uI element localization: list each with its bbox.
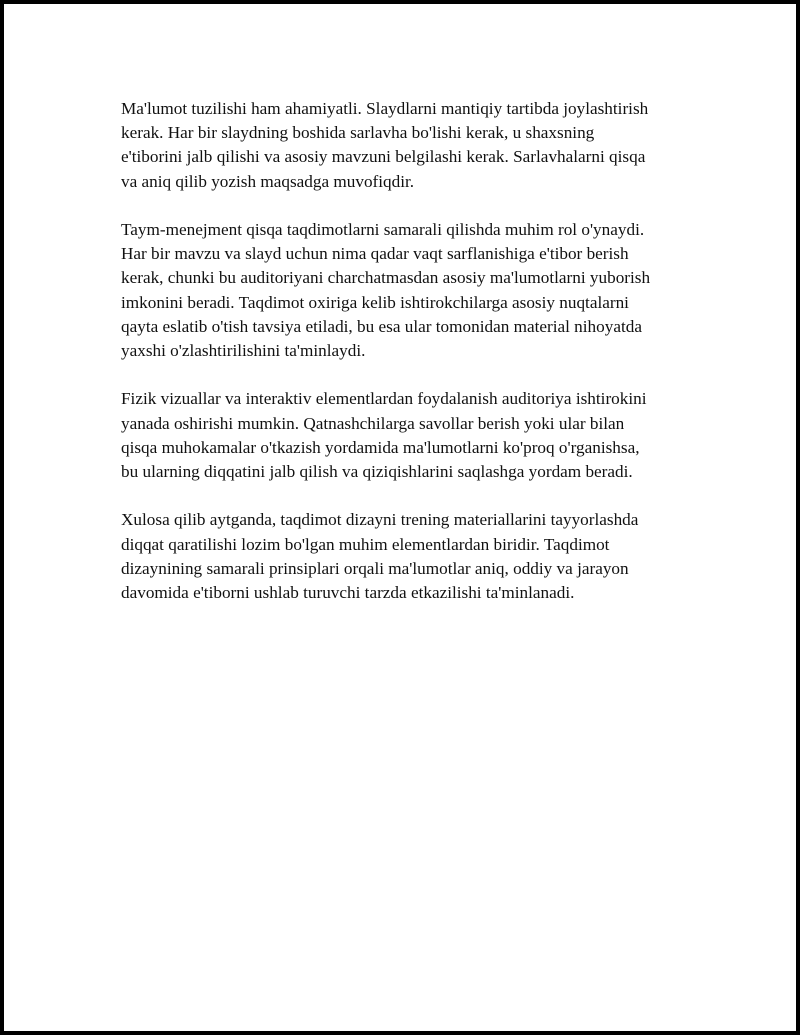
text-line: Fizik vizuallar va interaktiv elementlardan foydalanish auditoriya ishtirokini bbox=[121, 389, 647, 409]
text-line: Xulosa qilib aytganda, taqdimot dizayni trening materiallarini tayyorlashda bbox=[121, 510, 639, 530]
paragraph-time-management bbox=[121, 218, 711, 363]
paragraph-conclusion bbox=[121, 508, 711, 605]
text-line: Har bir mavzu va slayd uchun nima qadar vaqt sarflanishiga e'tibor berish bbox=[121, 244, 629, 264]
text-line: kerak. Har bir slaydning boshida sarlavha bo'lishi kerak, u shaxsning bbox=[121, 123, 595, 143]
text-line: va aniq qilib yozish maqsadga muvofiqdir. bbox=[121, 171, 415, 191]
text-line: yaxshi o'zlashtirilishini ta'minlaydi. bbox=[121, 341, 366, 361]
paragraph-information-structure bbox=[121, 97, 711, 194]
text-line: Taym-menejment qisqa taqdimotlarni samarali qilishda muhim rol o'ynaydi. bbox=[121, 220, 645, 239]
text-line: yanada oshirishi mumkin. Qatnashchilarga savollar berish yoki ular bilan bbox=[121, 413, 625, 433]
text-line: imkonini beradi. Taqdimot oxiriga kelib ishtirokchilarga asosiy nuqtalarni bbox=[121, 292, 629, 312]
text-line: Ma'lumot tuzilishi ham ahamiyatli. Slaydlarni mantiqiy tartibda joylashtirish bbox=[121, 99, 649, 118]
text-line: dizaynining samarali prinsiplari orqali ma'lumotlar aniq, oddiy va jarayon bbox=[121, 558, 629, 578]
text-line: kerak, chunki bu auditoriyani charchatmasdan asosiy ma'lumotlarni yuborish bbox=[121, 268, 651, 288]
paragraph-interactive-elements bbox=[121, 387, 711, 484]
text-line: qisqa muhokamalar o'tkazish yordamida ma'lumotlarni ko'proq o'rganishsa, bbox=[121, 437, 640, 457]
text-line: diqqat qaratilishi lozim bo'lgan muhim elementlardan biridir. Taqdimot bbox=[121, 534, 610, 554]
text-line: davomida e'tiborni ushlab turuvchi tarzda etkazilishi ta'minlanadi. bbox=[121, 583, 575, 603]
text-line: qayta eslatib o'tish tavsiya etiladi, bu esa ular tomonidan material nihoyatda bbox=[121, 316, 642, 336]
text-line: bu ularning diqqatini jalb qilish va qiziqishlarini saqlashga yordam beradi. bbox=[121, 462, 633, 482]
text-line: e'tiborini jalb qilishi va asosiy mavzuni belgilashi kerak. Sarlavhalarni qisqa bbox=[121, 147, 646, 167]
document-body bbox=[121, 97, 711, 629]
